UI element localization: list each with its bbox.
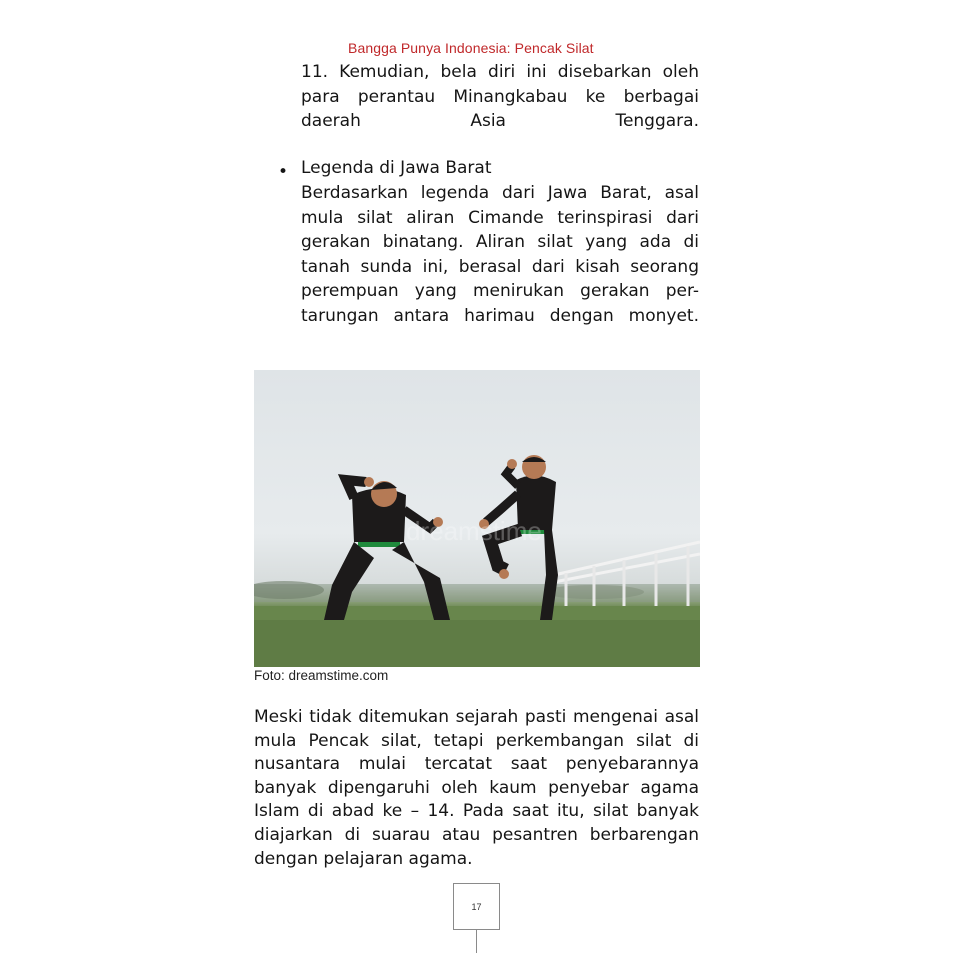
page-number-divider (476, 930, 477, 953)
continuation-paragraph: 11. Kemudian, bela diri ini disebarkan oleh para perantau Minangkabau ke berbagai daerah Asia Tenggara. (301, 62, 699, 131)
silat-photo (254, 370, 700, 667)
page-number: 17 (453, 883, 500, 930)
legend-paragraph: Berdasarkan legenda dari Jawa Barat, asal mula silat aliran Cimande terinspirasi dari gerakan binatang. Aliran silat yang ada di tanah sunda ini, berasal dari kisah seorang perempuan yang menirukan gerakan per-tarungan antara harimau dengan monyet. (301, 183, 699, 326)
photo-watermark: dreamstime (406, 516, 542, 546)
legend-heading: Legenda di Jawa Barat (301, 158, 492, 178)
history-paragraph: Meski tidak ditemukan sejarah pasti mengenai asal mula Pencak silat, tetapi perkembangan silat di nusantara mulai tercatat saat penyebarannya banyak dipengaruhi oleh kaum penyebar agama Islam di abad ke – 14. Pada saat itu, silat banyak diajarkan di suarau atau pesantren berbarengan dengan pelajaran agama. (254, 707, 699, 869)
running-header: Bangga Punya Indonesia: Pencak Silat (348, 40, 594, 56)
bullet-icon: • (278, 162, 289, 182)
photo-caption: Foto: dreamstime.com (254, 668, 389, 683)
